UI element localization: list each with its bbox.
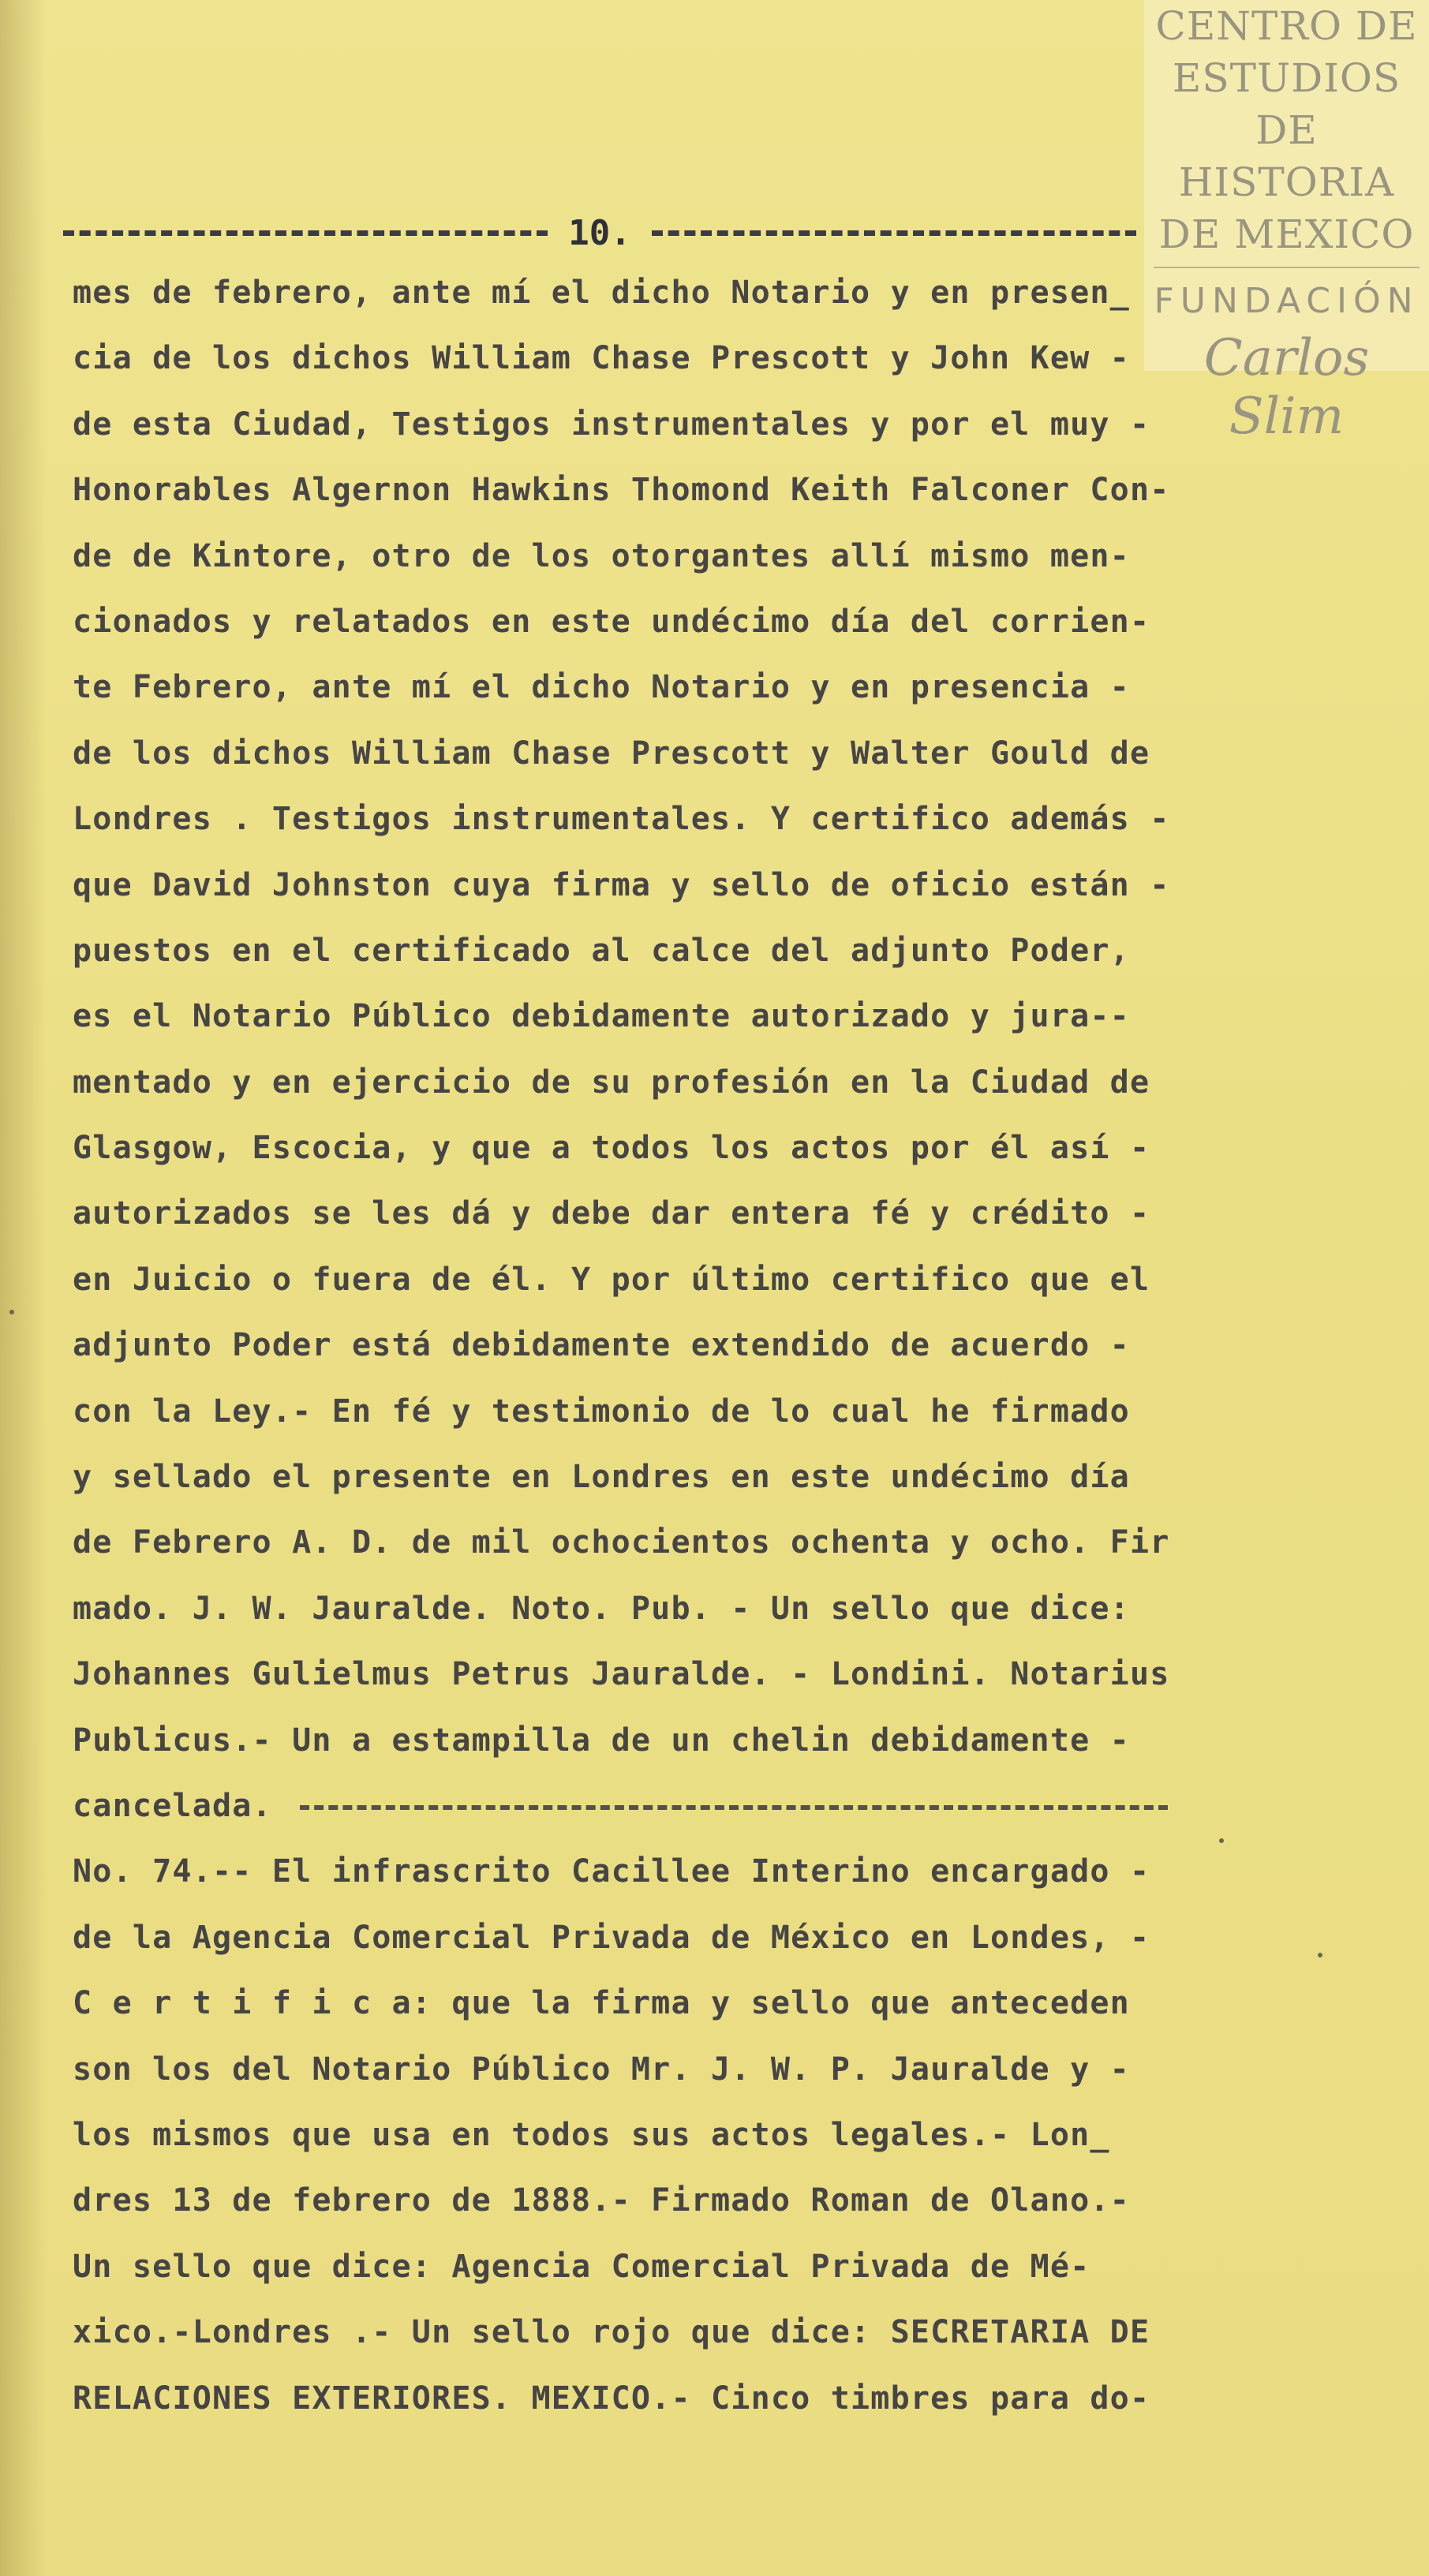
page-number-header (63, 213, 1136, 253)
paper-speck (9, 1310, 14, 1314)
watermark-foundation: FUNDACIÓN (1154, 281, 1420, 321)
text-line: mado. J. W. Jauralde. Noto. Pub. - Un sello que dice: (73, 1590, 1130, 1627)
page-number: 10. (568, 213, 631, 253)
text-line: es el Notario Público debidamente autorizado y jura-- (73, 998, 1130, 1035)
text-line: y sellado el presente en Londres en este undécimo día (73, 1459, 1130, 1496)
text-line: los mismos que usa en todos sus actos legales.- Lon_ (73, 2116, 1110, 2153)
text-line: cia de los dichos William Chase Prescott y John Kew - (73, 340, 1130, 377)
watermark-signature: Carlos Slim (1203, 329, 1370, 446)
text-line: que David Johnston cuya firma y sello de oficio están - (73, 866, 1170, 903)
text-line: de la Agencia Comercial Privada de México en Londes, - (73, 1919, 1150, 1956)
text-line: autorizados se les dá y debe dar entera fé y crédito - (73, 1195, 1150, 1232)
text-line: mentado y en ejercicio de su profesión en la Ciudad de (73, 1064, 1150, 1101)
text-line: C e r t i f i c a: que la firma y sello que anteceden (73, 1985, 1130, 2022)
text-line: Un sello que dice: Agencia Comercial Privada de Mé- (73, 2248, 1090, 2285)
watermark-line-2: ESTUDIOS (1172, 55, 1401, 101)
text-line: xico.-Londres .- Un sello rojo que dice: SECRETARIA DE (73, 2314, 1150, 2351)
header-dash-left (63, 230, 548, 236)
text-line: en Juicio o fuera de él. Y por último certifico que el (73, 1261, 1150, 1298)
text-line: mes de febrero, ante mí el dicho Notario y en presen_ (73, 275, 1130, 311)
text-line: Londres . Testigos instrumentales. Y certifico además - (73, 801, 1170, 838)
text-line: Glasgow, Escocia, y que a todos los actos por él así - (73, 1130, 1150, 1167)
text-line: dres 13 de febrero de 1888.- Firmado Roman de Olano.- (73, 2182, 1130, 2219)
text-line: Publicus.- Un a estampilla de un chelin debidamente - (73, 1722, 1130, 1759)
watermark-line-3: DE HISTORIA (1178, 107, 1395, 205)
text-line: de Febrero A. D. de mil ochocientos ochenta y ocho. Fir (73, 1524, 1170, 1561)
typewritten-text (73, 260, 1170, 2432)
archive-watermark (1144, 0, 1429, 446)
text-line: cionados y relatados en este undécimo día del corrien- (73, 603, 1150, 640)
watermark-line-4: DE MEXICO (1158, 211, 1415, 257)
watermark-divider (1154, 267, 1420, 268)
text-line: son los del Notario Público Mr. J. W. P. Jauralde y - (73, 2051, 1130, 2088)
text-line: con la Ley.- En fé y testimonio de lo cual he firmado (73, 1393, 1130, 1430)
text-line: de los dichos William Chase Prescott y Walter Gould de (73, 735, 1150, 772)
text-line: puestos en el certificado al calce del adjunto Poder, (73, 932, 1130, 969)
watermark-line-1: CENTRO DE (1155, 3, 1418, 49)
paper-speck (1219, 1838, 1224, 1843)
text-line: RELACIONES EXTERIORES. MEXICO.- Cinco timbres para do- (73, 2380, 1150, 2417)
text-line: No. 74.-- El infrascrito Cacillee Interino encargado - (73, 1853, 1150, 1890)
text-line-with-rule: cancelada. (73, 1774, 1162, 1839)
text-line: Honorables Algernon Hawkins Thomond Keith Falconer Con- (73, 472, 1170, 509)
text-line: Johannes Gulielmus Petrus Jauralde. - Londini. Notarius (73, 1656, 1170, 1693)
text-line: de esta Ciudad, Testigos instrumentales y por el muy - (73, 406, 1150, 443)
text-line: te Febrero, ante mí el dicho Notario y en presencia - (73, 669, 1130, 706)
paper-speck (1318, 1953, 1322, 1957)
text-line: adjunto Poder está debidamente extendido de acuerdo - (73, 1327, 1130, 1364)
text-line: de de Kintore, otro de los otorgantes allí mismo men- (73, 537, 1130, 574)
page-edge-shadow (0, 0, 47, 2576)
header-dash-right (652, 230, 1136, 236)
